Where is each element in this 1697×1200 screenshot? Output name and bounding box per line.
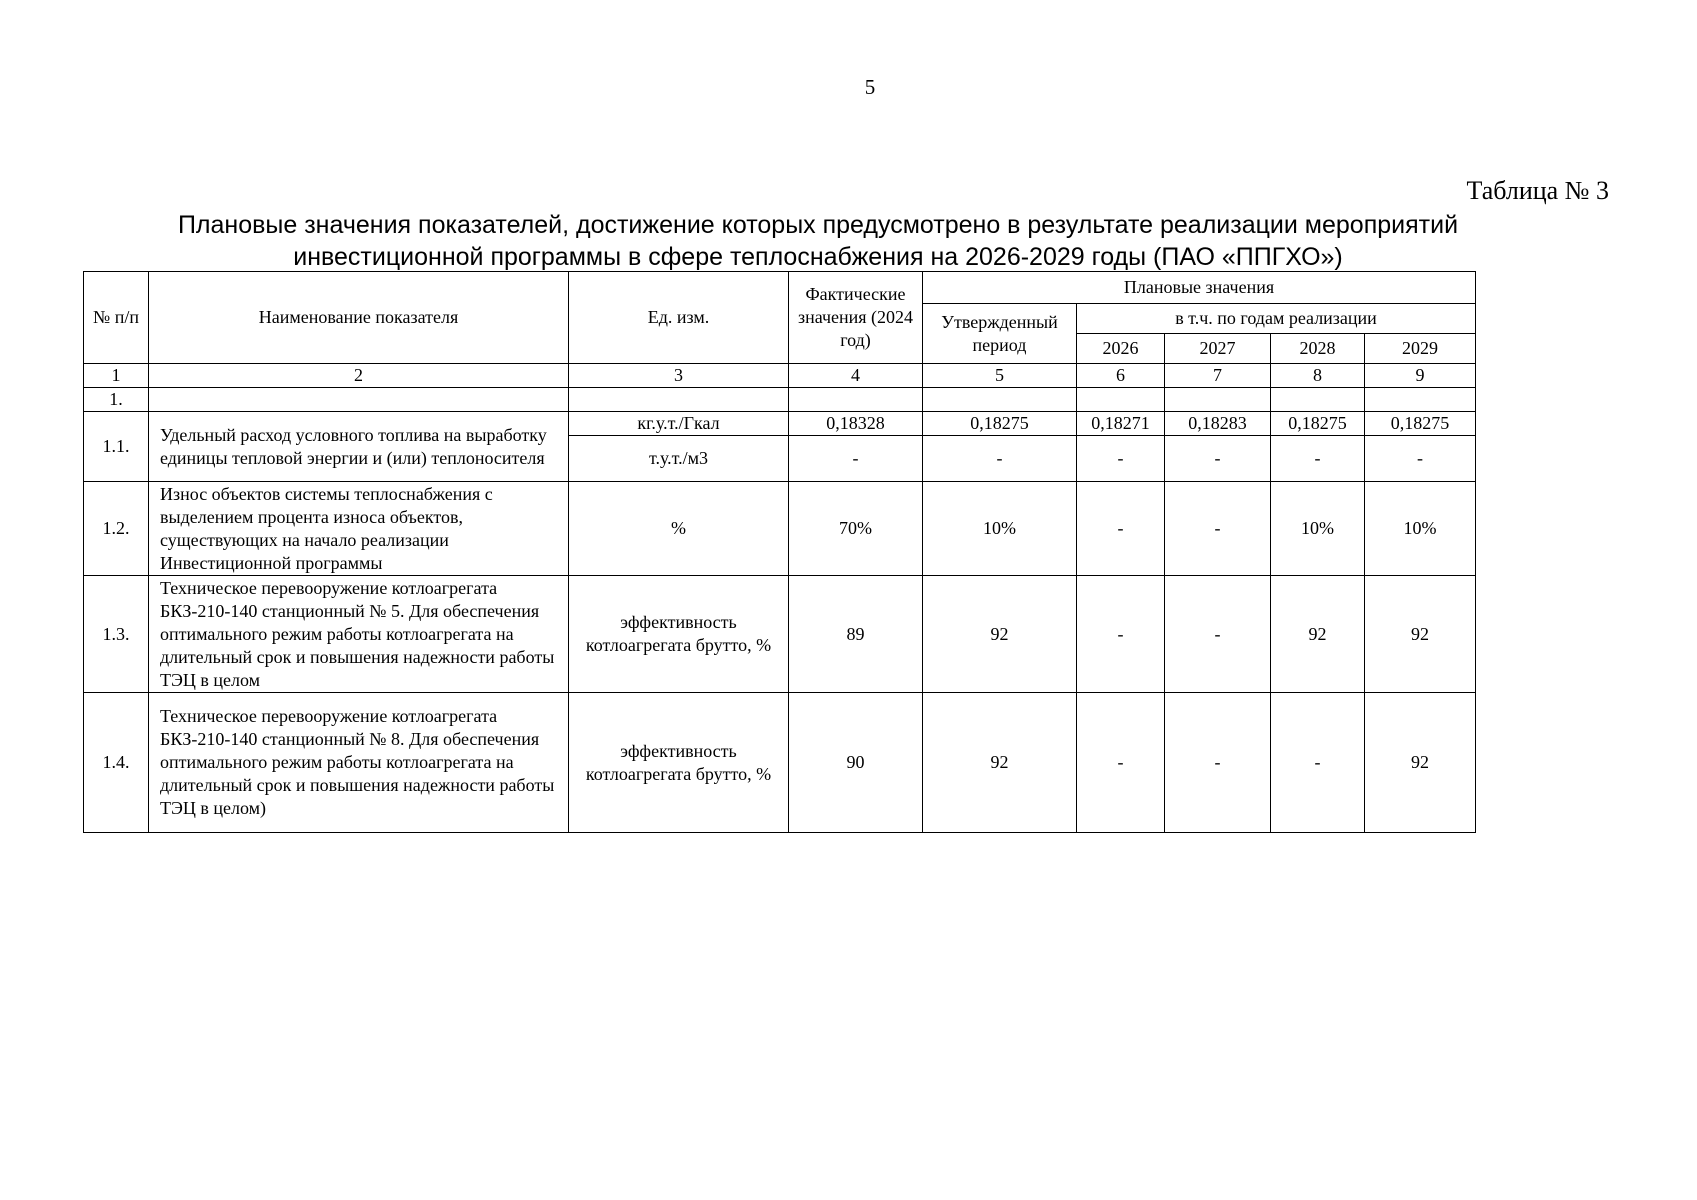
table-title-line-2: инвестиционной программы в сфере теплоснабжения на 2026-2029 годы (ПАО «ППГХО»)	[293, 243, 1343, 271]
actual-value: -	[789, 436, 923, 482]
page-number: 5	[864, 75, 876, 99]
indicator-name: Удельный расход условного топлива на выработку единицы тепловой энергии и (или) теплоносителя	[149, 412, 569, 482]
unit-cell: эффективность котлоагрегата брутто, %	[569, 576, 789, 693]
table-row	[84, 576, 1476, 693]
value-2027: 0,18283	[1165, 412, 1271, 436]
header-by-years: в т.ч. по годам реализации	[1077, 304, 1476, 334]
value-2028: -	[1271, 436, 1365, 482]
indicator-name: Износ объектов системы теплоснабжения с выделением процента износа объектов, существующих на начало реализации Инвестиционной программы	[149, 482, 569, 576]
table-row	[84, 693, 1476, 833]
header-num: № п/п	[84, 272, 149, 364]
approved-value: 10%	[923, 482, 1077, 576]
section-row	[84, 388, 1476, 412]
section-number: 1.	[84, 388, 149, 412]
table-title-line-1: Плановые значения показателей, достижение которых предусмотрено в результате реализации мероприятий	[177, 211, 1459, 239]
empty-cell	[923, 388, 1077, 412]
approved-value: 92	[923, 576, 1077, 693]
header-year-2027: 2027	[1165, 334, 1271, 364]
column-number: 7	[1165, 364, 1271, 388]
empty-cell	[1271, 388, 1365, 412]
empty-cell	[149, 388, 569, 412]
value-2026: -	[1077, 436, 1165, 482]
actual-value: 90	[789, 693, 923, 833]
header-row-1	[84, 272, 1476, 304]
empty-cell	[789, 388, 923, 412]
table-row	[84, 482, 1476, 576]
value-2027: -	[1165, 693, 1271, 833]
value-2029: 0,18275	[1365, 412, 1476, 436]
empty-cell	[1165, 388, 1271, 412]
approved-value: -	[923, 436, 1077, 482]
indicator-name: Техническое перевооружение котлоагрегата БКЗ-210-140 станционный № 8. Для обеспечения оптимального режим работы котлоагрегата на длительный срок и повышения надежности работы ТЭЦ в целом)	[149, 693, 569, 833]
header-approved-period: Утвержденный период	[923, 304, 1077, 364]
value-2028: -	[1271, 693, 1365, 833]
approved-value: 0,18275	[923, 412, 1077, 436]
header-year-2028: 2028	[1271, 334, 1365, 364]
column-number: 5	[923, 364, 1077, 388]
value-2027: -	[1165, 576, 1271, 693]
column-number: 1	[84, 364, 149, 388]
header-name: Наименование показателя	[149, 272, 569, 364]
row-number: 1.2.	[84, 482, 149, 576]
indicators-table	[83, 271, 1476, 833]
value-2026: -	[1077, 482, 1165, 576]
table-row	[84, 412, 1476, 436]
value-2028: 92	[1271, 576, 1365, 693]
table-label: Таблица № 3	[1466, 176, 1609, 205]
column-number: 6	[1077, 364, 1165, 388]
value-2029: 92	[1365, 576, 1476, 693]
unit-cell: кг.у.т./Гкал	[569, 412, 789, 436]
header-year-2029: 2029	[1365, 334, 1476, 364]
header-planned-group: Плановые значения	[923, 272, 1476, 304]
header-year-2026: 2026	[1077, 334, 1165, 364]
column-numbers-row	[84, 364, 1476, 388]
approved-value: 92	[923, 693, 1077, 833]
row-number: 1.3.	[84, 576, 149, 693]
value-2028: 10%	[1271, 482, 1365, 576]
actual-value: 89	[789, 576, 923, 693]
empty-cell	[569, 388, 789, 412]
value-2027: -	[1165, 482, 1271, 576]
value-2026: -	[1077, 693, 1165, 833]
empty-cell	[1365, 388, 1476, 412]
column-number: 9	[1365, 364, 1476, 388]
table-title	[83, 209, 1553, 273]
unit-cell: %	[569, 482, 789, 576]
column-number: 2	[149, 364, 569, 388]
column-number: 3	[569, 364, 789, 388]
header-unit: Ед. изм.	[569, 272, 789, 364]
value-2029: 92	[1365, 693, 1476, 833]
unit-cell: эффективность котлоагрегата брутто, %	[569, 693, 789, 833]
value-2029: 10%	[1365, 482, 1476, 576]
row-number: 1.1.	[84, 412, 149, 482]
empty-cell	[1077, 388, 1165, 412]
value-2028: 0,18275	[1271, 412, 1365, 436]
header-actual: Фактические значения (2024 год)	[789, 272, 923, 364]
column-number: 8	[1271, 364, 1365, 388]
value-2027: -	[1165, 436, 1271, 482]
actual-value: 70%	[789, 482, 923, 576]
value-2029: -	[1365, 436, 1476, 482]
unit-cell: т.у.т./м3	[569, 436, 789, 482]
value-2026: -	[1077, 576, 1165, 693]
actual-value: 0,18328	[789, 412, 923, 436]
value-2026: 0,18271	[1077, 412, 1165, 436]
indicator-name: Техническое перевооружение котлоагрегата БКЗ-210-140 станционный № 5. Для обеспечения оптимального режим работы котлоагрегата на длительный срок и повышения надежности работы ТЭЦ в целом	[149, 576, 569, 693]
column-number: 4	[789, 364, 923, 388]
row-number: 1.4.	[84, 693, 149, 833]
